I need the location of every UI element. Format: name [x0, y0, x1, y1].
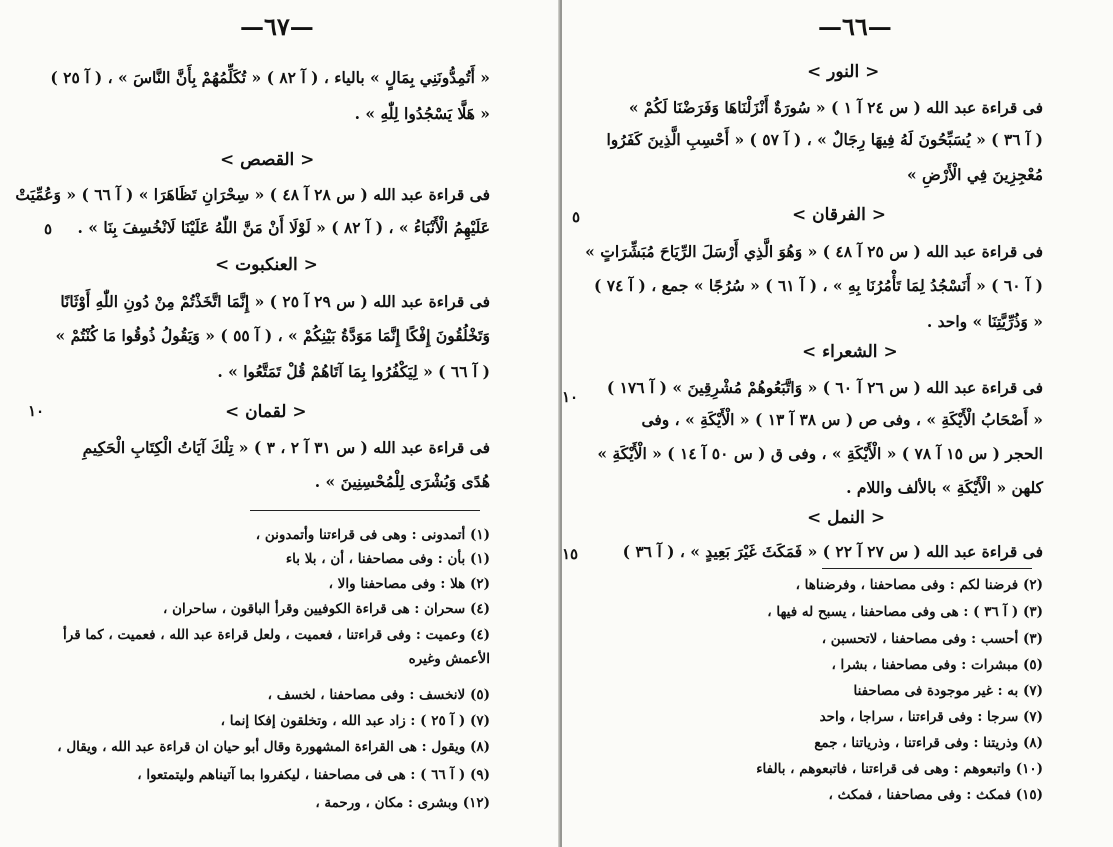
line-marker: ١٠ [562, 388, 579, 406]
text-line: فى قراءة عبد الله ( س ٢٩ آ ٢٥ ) « إِنَّمَا اتَّخَذْتُمْ مِنْ دُونِ اللّٰهِ أَوْثَانًا [60, 292, 490, 311]
text-line: كلهن « الْأَيْكَةِ » بالألف واللام . [846, 478, 1043, 497]
section-heading-naml: < النمل > [807, 508, 886, 528]
footnote: (٣) أحسب : وفى مصاحفنا ، لاتحسبن ، [821, 631, 1043, 647]
text-line: وَتَخْلُقُونَ إِفْكًا إِنَّمَا مَوَدَّةُ بَيْنِكُمْ » ، ( آ ٥٥ ) « وَيَقُولُ ذُوقُوا مَا كُنْتُمْ » [55, 326, 490, 345]
text-line: « أَتُمِدُّونَنِي بِمَالٍ » بالياء ، ( آ ٨٢ ) « تُكَلِّمُهُمْ بِأَنَّ النَّاسَ » ، ( آ ٢٥ ) [50, 68, 490, 87]
footnote: (١٥) فمكث : وفى مصاحفنا ، فمكث ، [828, 787, 1043, 803]
text-line: « وَذُرِّيَّتِنَا » واحد . [926, 312, 1043, 331]
footnote: (٢) فرضنا لكم : وفى مصاحفنا ، وفرضناها ، [795, 577, 1043, 593]
footnote-divider [822, 568, 1032, 569]
line-marker: ١٥ [562, 545, 579, 563]
footnote: (١) بأن : وفى مصاحفنا ، أن ، بلا باء [285, 551, 490, 567]
section-heading-luqman: < لقمان > [225, 402, 307, 422]
section-heading-nur: < النور > [807, 62, 880, 82]
text-line: فى قراءة عبد الله ( س ٣١ آ ٢ ، ٣ ) « تِلْكَ آيَاتُ الْكِتَابِ الْحَكِيمِ [82, 438, 490, 457]
footnote: (٤) وعميت : وفى قراءتنا ، فعميت ، ولعل قراءة عبد الله ، فعميت ، كما قرأ [63, 627, 490, 643]
line-marker: ٥ [44, 220, 53, 238]
footnote: (٧) ( آ ٢٥ ) : زاد عبد الله ، وتخلقون إفكا إنما ، [220, 713, 490, 729]
footnote: (٨) ويقول : هى القراءة المشهورة وقال أبو حيان ان قراءة عبد الله ، ويقال ، [57, 739, 490, 755]
text-line: « هَلَّا يَسْجُدُوا لِلّٰهِ » . [354, 104, 490, 123]
right-page [562, 0, 1113, 847]
footnote: (٥) مبشرات : وفى مصاحفنا ، بشرا ، [831, 657, 1043, 673]
text-line: « أَصْحَابُ الْأَيْكَةِ » ، وفى ص ( س ٣٨ آ ١٣ ) « الْأَيْكَةِ » ، وفى [641, 410, 1043, 429]
footnote: (١) أتمدونى : وهى فى قراءتنا وأتمدونن ، [255, 527, 490, 543]
footnote: (٣) ( آ ٣٦ ) : هى وفى مصاحفنا ، يسبح له فيها ، [767, 604, 1043, 620]
footnote: (٧) سرجا : وفى قراءتنا ، سراجا ، واحد [819, 709, 1043, 725]
text-line: ( آ ٦٦ ) « لِيَكْفُرُوا بِمَا آتَاهُمْ قُلْ تَمَتَّعُوا » . [217, 362, 490, 381]
page-number: —٦٦— [818, 12, 892, 41]
section-heading-qasas: < القصص > [220, 150, 315, 170]
footnote: (٨) وذريتنا : وفى قراءتنا ، وذرياتنا ، جمع [814, 735, 1043, 751]
footnote: (١٢) وبشرى : مكان ، ورحمة ، [315, 795, 490, 811]
text-line: عَلَيْهِمُ الْأَنْبَاءُ » ، ( آ ٨٢ ) « لَوْلَا أَنْ مَنَّ اللّٰهُ عَلَيْنَا لَانْخُسِفَ بِنَا » . [77, 218, 490, 237]
line-marker: ١٠ [28, 402, 45, 420]
page-number: —٦٧— [240, 12, 314, 41]
footnote: (٩) ( آ ٦٦ ) : هى فى مصاحفنا ، ليكفروا بما آتيناهم وليتمتعوا ، [137, 767, 490, 783]
footnote: الأعمش وغيره [408, 651, 490, 667]
text-line: مُعْجِزِينَ فِي الْأَرْضِ » [906, 165, 1043, 184]
footnote-divider [250, 510, 480, 511]
footnote: (٤) سحران : هى قراءة الكوفيين وقرأ الباقون ، ساحران ، [163, 601, 490, 617]
text-line: فى قراءة عبد الله ( س ٢٧ آ ٢٢ ) « فَمَكَثَ غَيْرَ بَعِيدٍ » ، ( آ ٣٦ ) [622, 542, 1043, 561]
text-line: فى قراءة عبد الله ( س ٢٨ آ ٤٨ ) « سِحْرَانِ تَظَاهَرَا » ( آ ٦٦ ) « وَعُمِّيَتْ [15, 185, 490, 204]
line-marker: ٥ [572, 208, 581, 226]
text-line: فى قراءة عبد الله ( س ٢٤ آ ١ ) « سُورَةٌ أَنْزَلْنَاهَا وَفَرَضْنَا لَكُمْ » [628, 98, 1043, 117]
text-line: فى قراءة عبد الله ( س ٢٥ آ ٤٨ ) « وَهُوَ الَّذِي أَرْسَلَ الرِّيَاحَ مُبَشِّرَاتٍ » [585, 242, 1043, 261]
footnote: (٧) به : غير موجودة فى مصاحفنا [853, 683, 1043, 699]
footnote: (٥) لانخسف : وفى مصاحفنا ، لخسف ، [267, 687, 490, 703]
text-line: ( آ ٦٠ ) « أَنَسْجُدُ لِمَا تَأْمُرُنَا بِهِ » ، ( آ ٦١ ) « سُرُجًا » جمع ، ( آ ٧٤ ) [594, 276, 1043, 295]
footnote: (١٠) واتبعوهم : وهى فى قراءتنا ، فاتبعوهم ، بالفاء [756, 761, 1043, 777]
text-line: فى قراءة عبد الله ( س ٢٦ آ ٦٠ ) « وَاتَّبَعُوهُمْ مُشْرِقِينَ » ( آ ١٧٦ ) [606, 378, 1043, 397]
text-line: ( آ ٣٦ ) « يُسَبِّحُونَ لَهُ فِيهَا رِجَالٌ » ، ( آ ٥٧ ) « أَحْسِبِ الَّذِينَ كَفَرُوا [606, 130, 1043, 149]
text-line: هُدًى وَبُشْرَى لِلْمُحْسِنِينَ » . [314, 472, 490, 491]
section-heading-shuara: < الشعراء > [802, 342, 898, 362]
footnote: (٢) هلا : وفى مصاحفنا والا ، [328, 576, 490, 592]
section-heading-ankabut: < العنكبوت > [215, 255, 318, 275]
section-heading-furqan: < الفرقان > [792, 205, 886, 225]
text-line: الحجر ( س ١٥ آ ٧٨ ) « الْأَيْكَةِ » ، وفى ق ( س ٥٠ آ ١٤ ) « الْأَيْكَةِ » [597, 444, 1043, 463]
